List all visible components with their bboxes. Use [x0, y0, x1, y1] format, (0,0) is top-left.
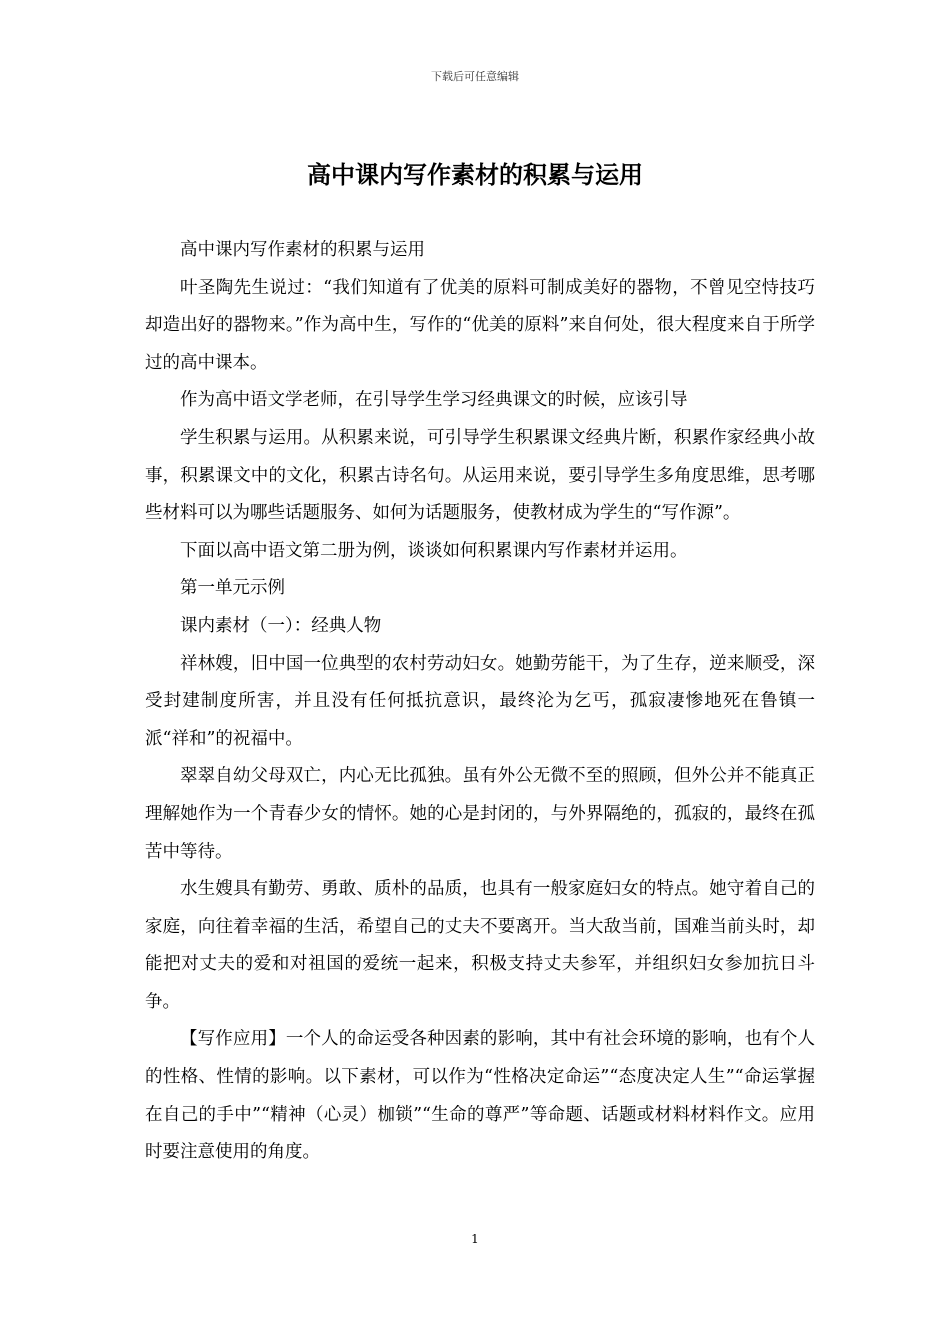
paragraph: 【写作应用】一个人的命运受各种因素的影响，其中有社会环境的影响，也有个人的性格、性情的影响。以下素材，可以作为“性格决定命运”“态度决定人生”“命运掌握在自己的手中”“精神（心灵）枷锁”“生命的尊严”等命题、话题或材料材料作文。应用时要注意使用的角度。	[145, 1029, 815, 1163]
paragraph: 作为高中语文学老师，在引导学生学习经典课文的时候，应该引导	[180, 390, 688, 411]
page-header: 下载后可任意编辑	[431, 70, 519, 83]
paragraph: 下面以高中语文第二册为例，谈谈如何积累课内写作素材并运用。	[180, 540, 688, 561]
paragraph: 学生积累与运用。从积累来说，可引导学生积累课文经典片断，积累作家经典小故事，积累课文中的文化，积累古诗名句。从运用来说，要引导学生多角度思维，思考哪些材料可以为哪些话题服务、如何为话题服务，使教材成为学生的“写作源”。	[145, 427, 815, 524]
document-title: 高中课内写作素材的积累与运用	[307, 161, 643, 189]
paragraph: 水生嫂具有勤劳、勇敢、质朴的品质，也具有一般家庭妇女的特点。她守着自己的家庭，向往着幸福的生活，希望自己的丈夫不要离开。当大敌当前，国难当前头时，却能把对丈夫的爱和对祖国的爱统一起来，积极支持丈夫参军，并组织妇女参加抗日斗争。	[145, 879, 815, 1012]
paragraph: 高中课内写作素材的积累与运用	[180, 240, 425, 260]
document-body	[145, 232, 815, 1172]
paragraph: 第一单元示例	[180, 578, 285, 599]
paragraph: 课内素材（一）：经典人物	[180, 615, 382, 636]
page-number: 1	[471, 1232, 479, 1246]
paragraph: 叶圣陶先生说过：“我们知道有了优美的原料可制成美好的器物，不曾见空恃技巧却造出好的器物来。”作为高中生，写作的“优美的原料”来自何处，很大程度来自于所学过的高中课本。	[145, 277, 815, 373]
paragraph: 祥林嫂，旧中国一位典型的农村劳动妇女。她勤劳能干，为了生存，逆来顺受，深受封建制度所害，并且没有任何抵抗意识，最终沦为乞丐，孤寂凄惨地死在鲁镇一派“祥和”的祝福中。	[145, 653, 815, 749]
paragraph: 翠翠自幼父母双亡，内心无比孤独。虽有外公无微不至的照顾，但外公并不能真正理解她作为一个青春少女的情怀。她的心是封闭的，与外界隔绝的，孤寂的，最终在孤苦中等待。	[145, 766, 815, 862]
